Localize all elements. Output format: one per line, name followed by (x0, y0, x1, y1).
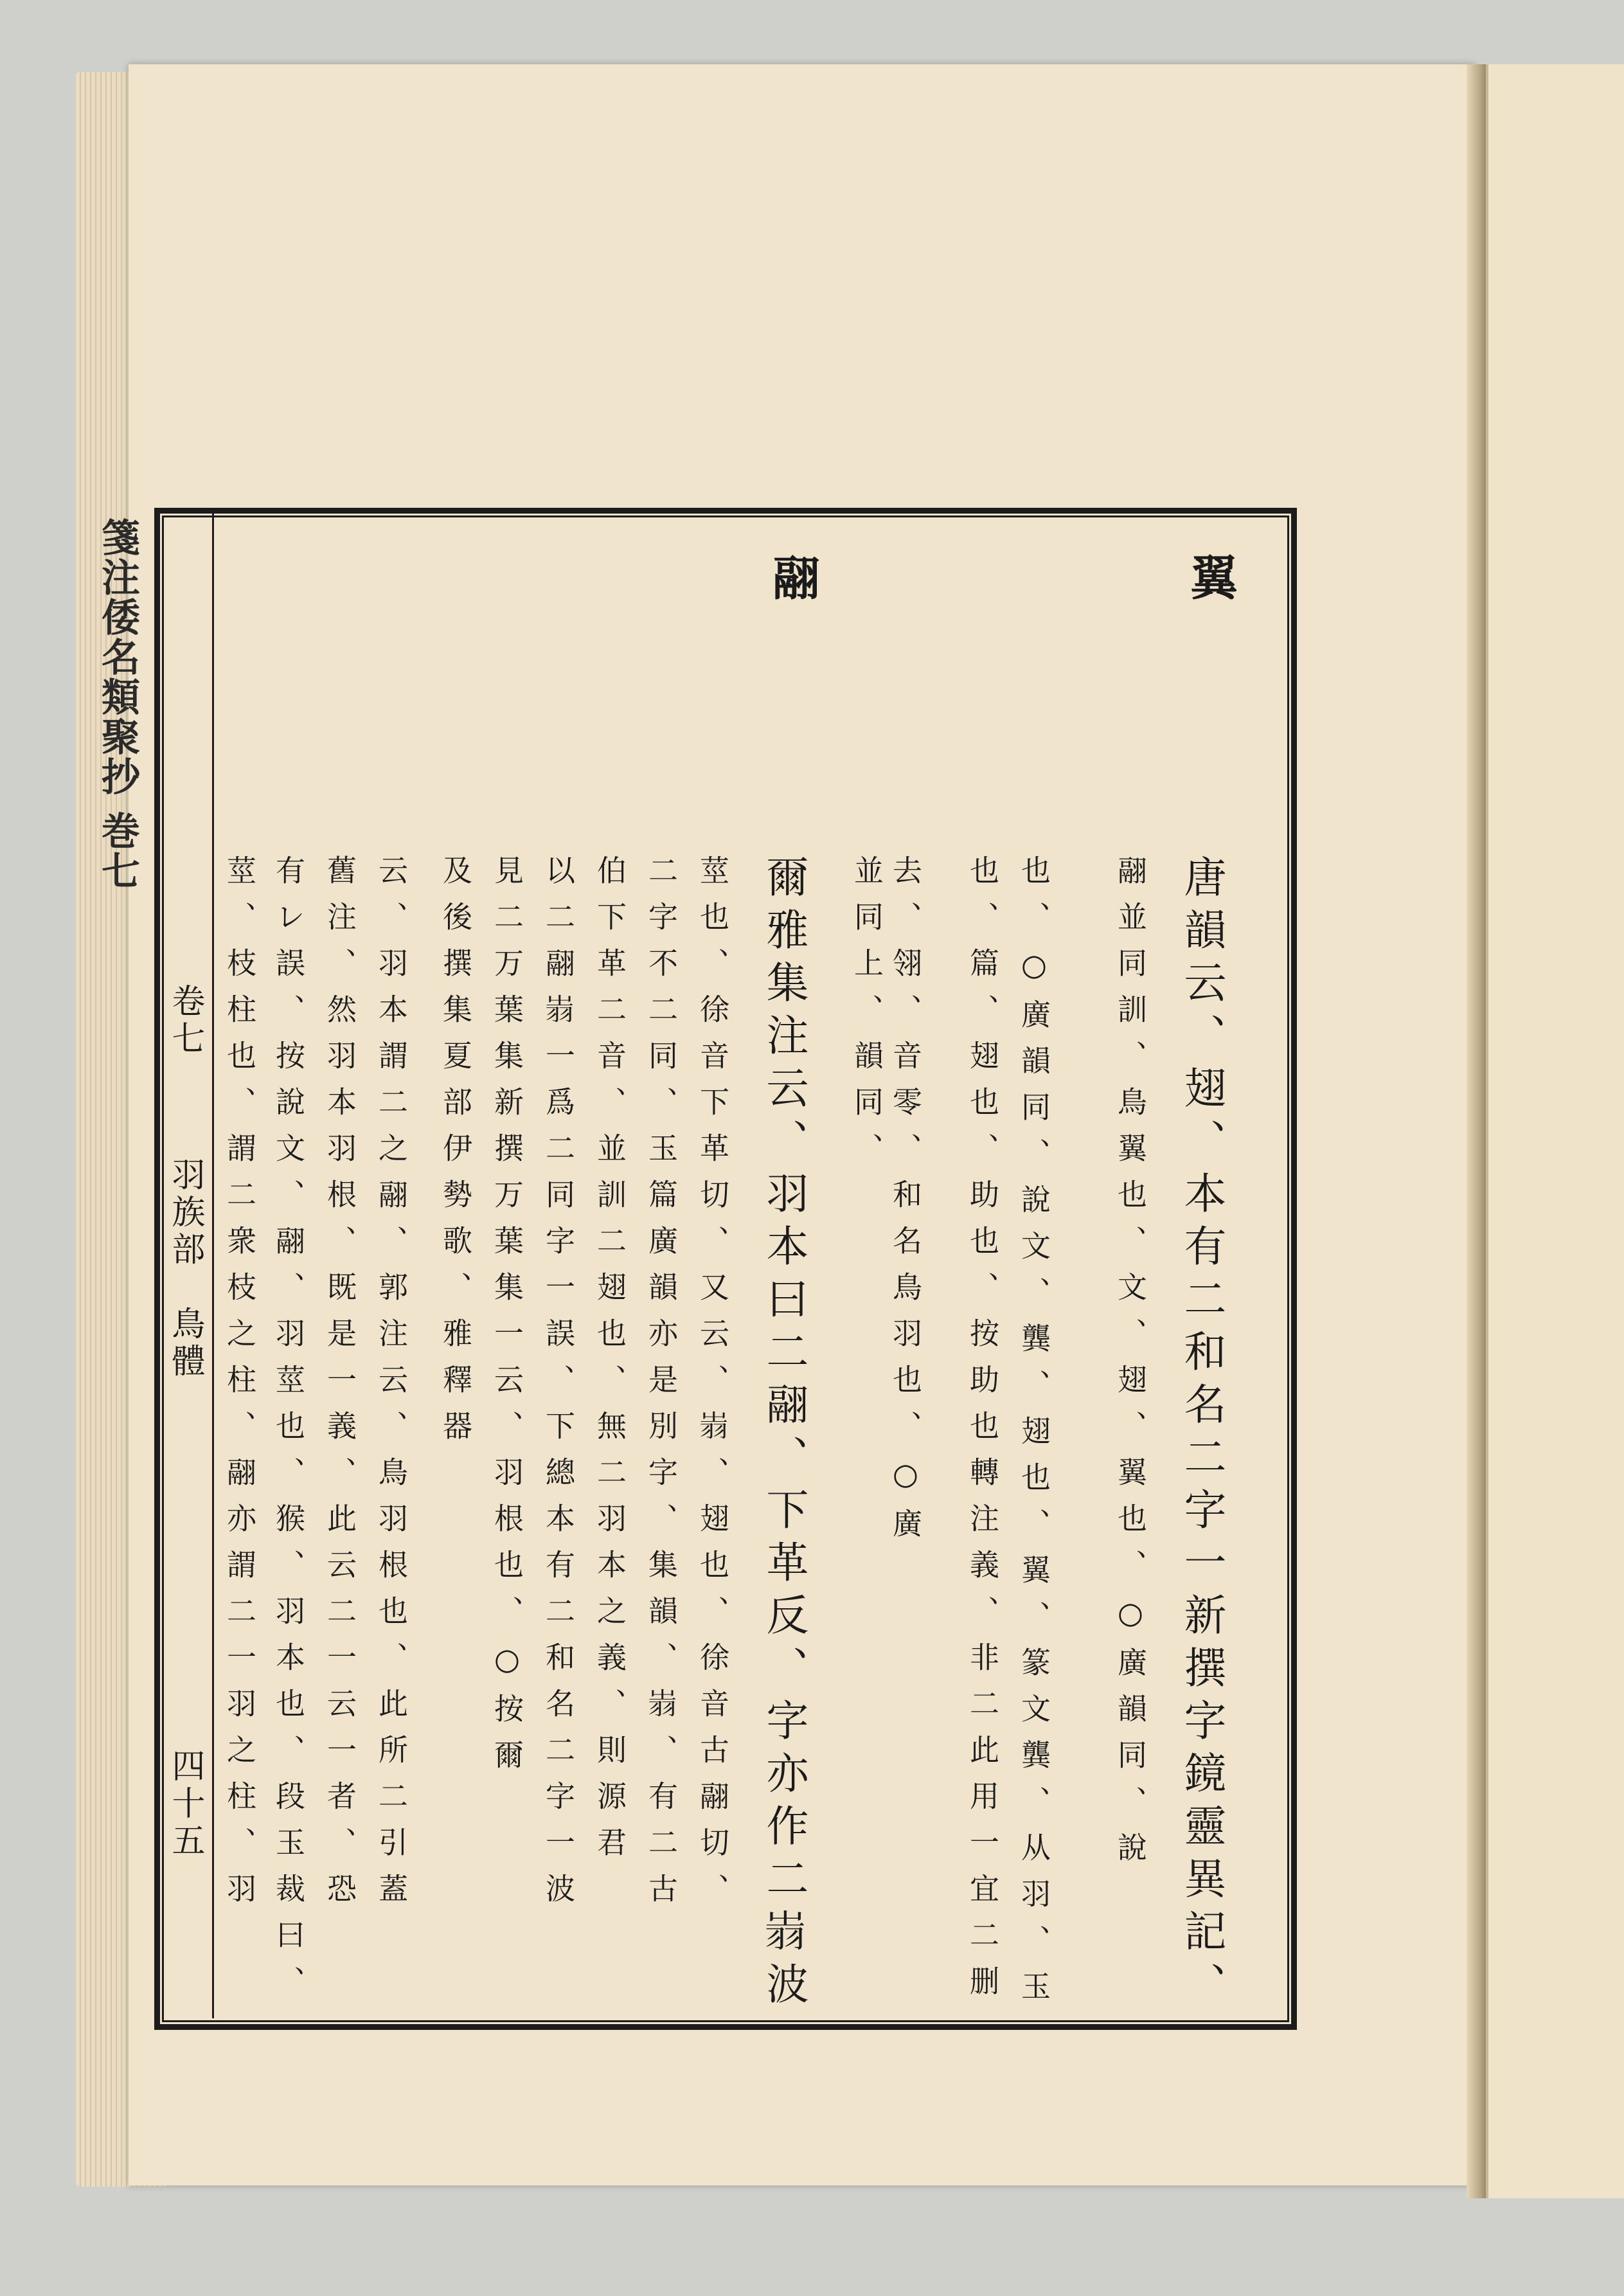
text-column: 也、篇、翅也、助也、按助也轉注義、非二此用一宜二删 (965, 855, 1000, 2012)
hashira-section: 羽族部 鳥體 (166, 1157, 204, 1381)
text-column: 及後撰集夏部伊勢歌、雅釋器 (438, 855, 473, 1457)
text-column: 有レ誤、按說文、翮、羽莖也、猴、羽本也、段玉裁曰、 (271, 855, 306, 2012)
page-number: 四十五 (166, 1748, 204, 1860)
text-column: 伯下革二音、並訓二翅也、無二羽本之義、則源君 (593, 855, 627, 1873)
text-column: 舊注、然羽本羽根、既是一義、此云二一云一者、恐 (323, 855, 357, 1919)
text-column: 爾雅集注云、羽本曰二翮、下革反、字亦作二𦐉波 (759, 855, 808, 2014)
text-column: 二字不二同、玉篇廣韻亦是別字、集韻、𦐉、有二古 (644, 855, 679, 1919)
text-column: 以二翮𦐉一爲二同字一誤、下總本有二和名二字一波 (541, 855, 576, 1919)
text-column: 莖、枝柱也、謂二衆枝之柱、翮亦謂二一羽之柱、羽 (222, 855, 257, 1919)
hashira-volume: 卷七 (166, 983, 204, 1058)
text-column: 去、翎、音零、和名鳥羽也、○廣 (888, 855, 923, 1554)
entry-heading-2: 翮 (765, 553, 820, 616)
text-column: 云、羽本謂二之翮、郭注云、鳥羽根也、此所二引蓋 (374, 855, 409, 1919)
spine-title: 箋注倭名類聚抄 巻七 (95, 517, 140, 891)
hashira-divider (212, 508, 214, 2018)
text-column: 並同上、韻同、 (850, 855, 884, 1179)
text-column: 莖也、徐音下革切、又云、𦐉、翅也、徐音古翮切、 (695, 855, 730, 1919)
right-page (1486, 64, 1624, 2198)
text-column: 翮並同訓、鳥翼也、文、翅、翼也、○廣韻同、說 (1113, 855, 1148, 1878)
bleed-through (546, 553, 598, 600)
text-column: 也、○廣韻同、說文、龔、翅也、翼、篆文龔、从羽、玉 (1017, 855, 1051, 2017)
entry-heading-1: 翼 (1182, 553, 1238, 616)
text-column: 見二万葉集新撰万葉集一云、羽根也、○按爾 (490, 855, 524, 1786)
text-column: 唐韻云、翅、本有二和名二字一新撰字鏡靈異記、 (1177, 855, 1226, 2014)
book-gutter (1467, 64, 1488, 2198)
